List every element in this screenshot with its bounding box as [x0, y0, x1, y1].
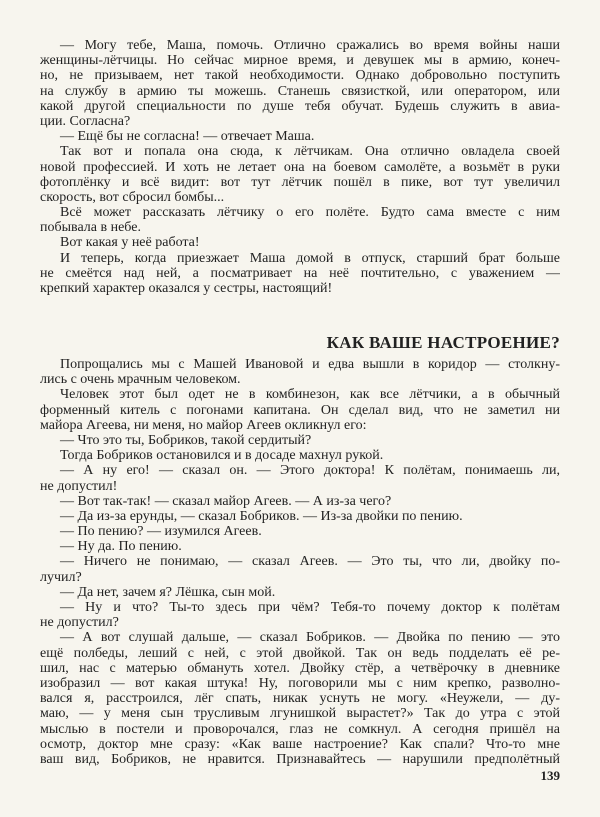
- text-line: на службу в армию ты можешь. Станешь связисткой, или оператором, или: [40, 83, 560, 99]
- paragraph: [40, 463, 560, 493]
- text-line: не смеётся над ней, а посматривает на неё почтительно, с уважением —: [40, 265, 560, 281]
- page-number: 139: [540, 768, 560, 783]
- text-line: ваш вид, Бобриков, не нравится. Признавайтесь — нарушили предполётный: [40, 751, 560, 767]
- paragraph: [40, 509, 560, 524]
- text-line: — А вот слушай дальше, — сказал Бобриков. — Двойка по пению — это: [60, 630, 560, 646]
- paragraph: [40, 600, 560, 630]
- text-line: Попрощались мы с Машей Ивановой и едва вышли в коридор — столкну-: [60, 357, 560, 372]
- paragraph: [40, 144, 560, 205]
- paragraph: [40, 539, 560, 554]
- paragraph: [40, 251, 560, 297]
- text-line: шил, нас с матерью обмануть хотел. Двойку стёр, а четвёрочку в дневнике: [40, 660, 560, 676]
- text-line: Человек этот был одет не в комбинезон, как все лётчики, а в обычный: [60, 387, 560, 403]
- text-line: женщины-лётчицы. Но сейчас мирное время, и девушек мы в армию, конеч-: [40, 53, 560, 69]
- text-line: не допустил?: [40, 615, 119, 631]
- paragraph: [40, 205, 560, 235]
- text-line: ции. Согласна?: [40, 113, 131, 129]
- text-line: лись с очень мрачным человеком.: [40, 372, 241, 388]
- text-line: — Да нет, зачем я? Лёшка, сын мой.: [60, 584, 276, 600]
- text-line: ещё полбеды, леший с ней, с этой двойкой. Так он ведь подделать её ре-: [40, 645, 560, 661]
- text-line: И теперь, когда приезжает Маша домой в отпуск, старший брат больше: [60, 250, 560, 266]
- text-line: — Ничего не понимаю, — сказал Агеев. — Это ты, что ли, двойку по-: [60, 554, 560, 570]
- paragraph: [40, 433, 560, 448]
- chapter-heading: КАК ВАШЕ НАСТРОЕНИЕ?: [326, 333, 560, 352]
- text-line: осмотр, доктор мне сразу: «Как ваше настроение? Как спали? Что-то мне: [40, 736, 560, 752]
- paragraph: [40, 38, 560, 129]
- text-line: Всё может рассказать лётчику о его полёте. Будто сама вместе с ним: [60, 205, 560, 221]
- text-line: мыслью в постели и проворочался, глаз не сомкнул. А сегодня пришёл на: [40, 721, 560, 737]
- text-line: лучил?: [40, 569, 82, 585]
- text-line: — А ну его! — сказал он. — Этого доктора! К полётам, понимаешь ли,: [60, 463, 560, 479]
- text-line: — Ещё бы не согласна! — отвечает Маша.: [60, 129, 315, 145]
- paragraph: [40, 585, 560, 600]
- text-line: Так вот и попала она сюда, к лётчикам. Она отлично овладела своей: [60, 144, 560, 160]
- text-line: — Ну и что? Ты-то здесь при чём? Тебя-то почему доктор к полётам: [60, 600, 560, 615]
- section-kak-vashe-nastroenie: [40, 357, 560, 767]
- text-line: не допустил!: [40, 478, 118, 494]
- paragraph: [40, 494, 560, 509]
- text-line: но, не призываем, нет такой необходимости. Однако добровольно поступить: [40, 68, 560, 84]
- text-line: новой профессией. И хоть не летает она на боевом самолёте, а возьмёт в руки: [40, 159, 560, 175]
- text-line: майора Агеева, ни меня, но майор Агеев окликнул его:: [40, 417, 367, 433]
- text-line: — Да из-за ерунды, — сказал Бобриков. — Из-за двойки по пению.: [60, 508, 463, 524]
- text-line: — Ну да. По пению.: [60, 539, 182, 555]
- paragraph: [40, 235, 560, 250]
- text-line: крепкий характер оказался у сестры, настоящий!: [40, 281, 333, 296]
- text-line: — По пению? — изумился Агеев.: [60, 524, 262, 540]
- text-line: — Могу тебе, Маша, помочь. Отлично сражались во время войны наши: [60, 38, 560, 53]
- paragraph: [40, 524, 560, 539]
- paragraph: [40, 448, 560, 463]
- text-line: скорость, вот сбросил бомбы...: [40, 189, 225, 205]
- text-line: Тогда Бобриков остановился и в досаде махнул рукой.: [60, 448, 384, 464]
- text-line: изобразил — вот какая штука! Ну, поговорили мы с ним крепко, разволно-: [40, 675, 560, 691]
- paragraph: [40, 554, 560, 584]
- text-line: побывала в небе.: [40, 220, 141, 236]
- text-line: форменный китель с погонами капитана. Он сделал вид, что не заметил ни: [40, 402, 560, 418]
- text-line: вался я, расстроился, лёг спать, никак уснуть не могу. «Неужели, — ду-: [40, 691, 560, 707]
- paragraph: [40, 630, 560, 767]
- text-line: Вот какая у неё работа!: [60, 235, 200, 251]
- text-line: фотоплёнку и всё видит: вот тут лётчик пошёл в пике, вот тут увеличил: [40, 174, 560, 190]
- paragraph: [40, 357, 560, 387]
- paragraph: [40, 129, 560, 144]
- text-line: — Что это ты, Бобриков, такой сердитый?: [60, 432, 312, 448]
- section-previous-story: [40, 38, 560, 296]
- text-line: какой другой специальности по душе тебя обучат. Будешь служить в авиа-: [40, 98, 560, 114]
- text-line: маю, — у меня сын трусливым лгунишкой вырастет?» Так до утра с этой: [40, 706, 560, 722]
- paragraph: [40, 387, 560, 433]
- text-line: — Вот так-так! — сказал майор Агеев. — А из-за чего?: [60, 493, 392, 509]
